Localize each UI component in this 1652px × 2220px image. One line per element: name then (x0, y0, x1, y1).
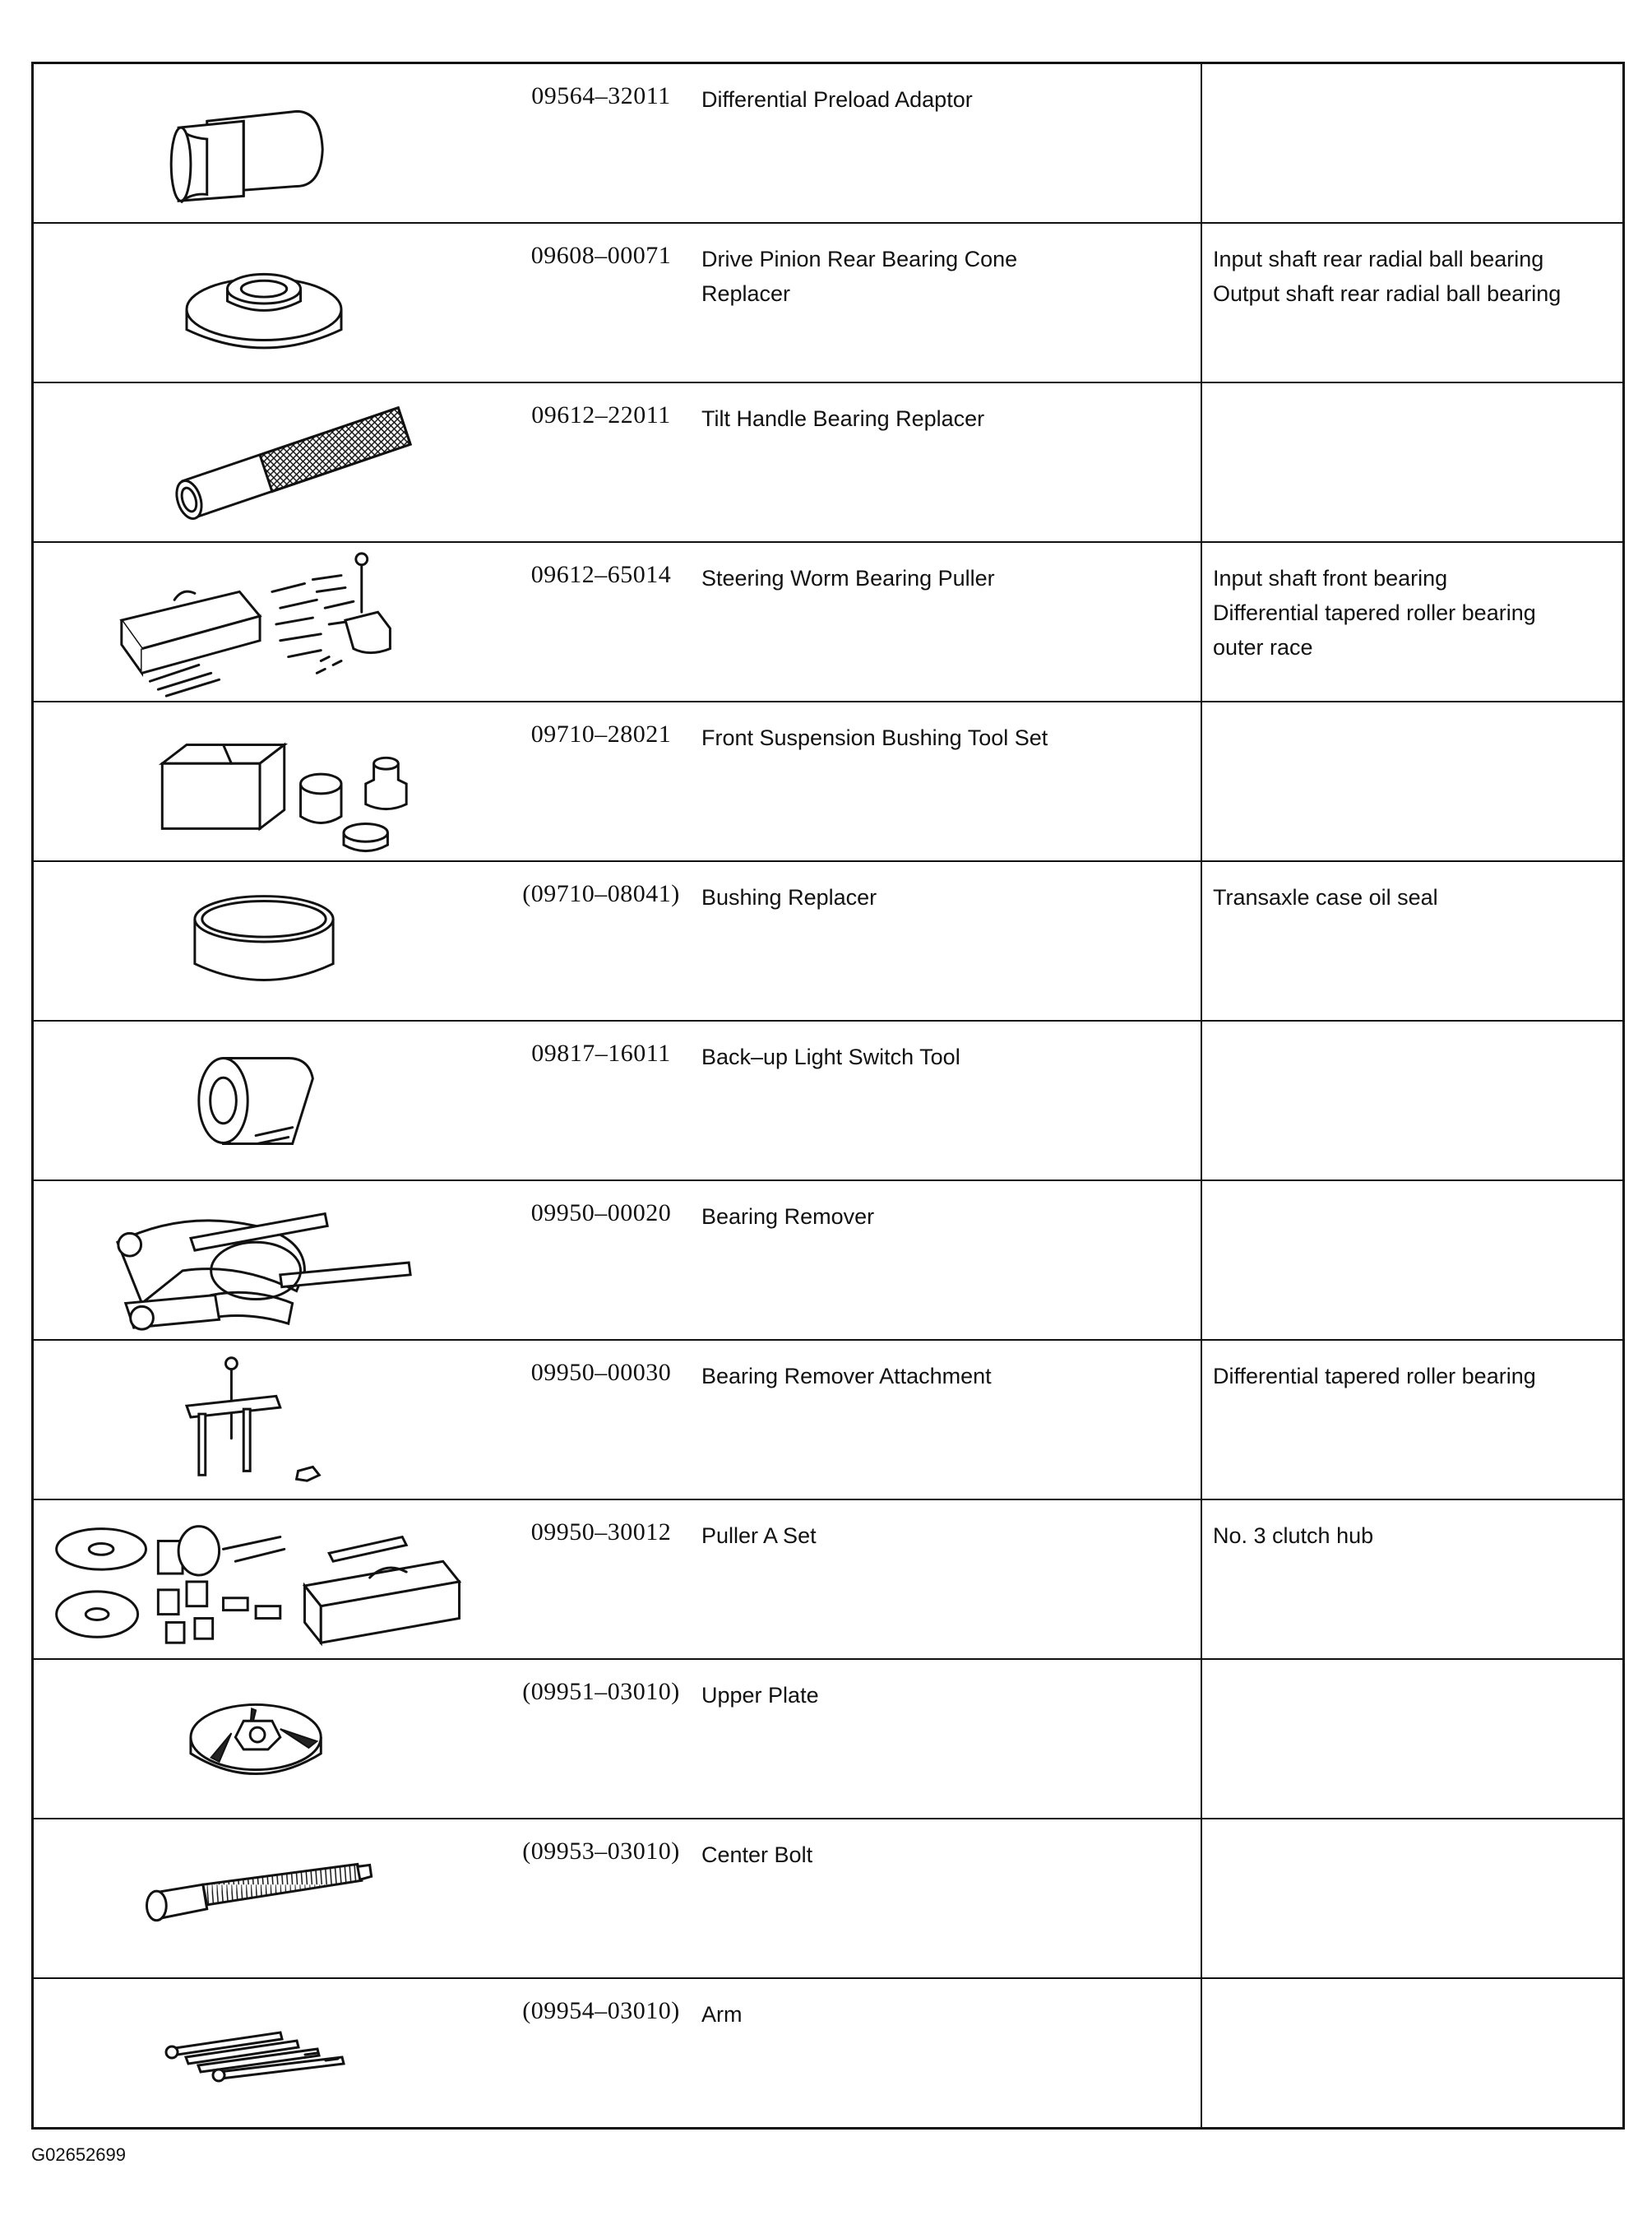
table-row (34, 1022, 1622, 1181)
table-row (34, 1181, 1622, 1341)
table-row (34, 1500, 1622, 1660)
table-row (34, 1979, 1622, 2127)
part-number: 09817–16011 (531, 1040, 671, 1067)
table-row (34, 383, 1622, 543)
bearing-puller-kit-icon (34, 543, 494, 701)
figure-id: G02652699 (31, 2144, 126, 2165)
tool-name: Puller A Set (701, 1523, 817, 1548)
table-row (34, 543, 1622, 702)
upper-plate-icon (34, 1660, 494, 1818)
table-row (34, 1660, 1622, 1819)
bushing-replacer-icon (34, 862, 494, 1020)
bearing-cone-replacer-icon (34, 224, 494, 382)
table-row (34, 862, 1622, 1022)
application: Differential tapered roller bearing (1213, 1364, 1536, 1388)
tool-name: Tilt Handle Bearing Replacer (701, 406, 985, 431)
tool-name: Drive Pinion Rear Bearing Cone Replacer (701, 247, 1018, 306)
tool-name: Center Bolt (701, 1842, 813, 1867)
puller-set-icon (34, 1500, 494, 1658)
bushing-tool-set-icon (34, 702, 494, 860)
tool-name: Arm (701, 2002, 743, 2027)
table-row (34, 1341, 1622, 1500)
part-number: (09951–03010) (522, 1678, 680, 1705)
table-row (34, 64, 1622, 224)
part-number: 09950–00030 (530, 1359, 672, 1386)
tool-name: Differential Preload Adaptor (701, 87, 973, 112)
application: Input shaft rear radial ball bearing Output shaft rear radial ball bearing (1213, 247, 1562, 306)
special-tools-table (31, 62, 1625, 2130)
application: Input shaft front bearing Differential tapered roller bearing outer race (1213, 566, 1536, 660)
table-row (34, 1819, 1622, 1979)
tool-name: Bearing Remover Attachment (701, 1364, 992, 1388)
tool-name: Front Suspension Bushing Tool Set (701, 725, 1048, 750)
part-number: (09710–08041) (522, 880, 680, 907)
bearing-remover-icon (34, 1181, 494, 1339)
arm-icon (34, 1979, 494, 2127)
tool-name: Bushing Replacer (701, 885, 877, 910)
part-number: 09710–28021 (530, 721, 672, 748)
tool-name: Back–up Light Switch Tool (701, 1045, 960, 1069)
part-number: 09950–00020 (530, 1199, 672, 1226)
table-row (34, 224, 1622, 383)
preload-adaptor-icon (34, 64, 494, 222)
part-number: 09950–30012 (530, 1518, 672, 1546)
center-bolt-icon (34, 1819, 494, 1977)
application: Transaxle case oil seal (1213, 885, 1438, 910)
part-number: 09612–22011 (531, 401, 671, 429)
part-number: (09953–03010) (522, 1838, 680, 1865)
part-number: 09612–65014 (530, 561, 672, 588)
tool-name: Steering Worm Bearing Puller (701, 566, 995, 591)
part-number: (09954–03010) (522, 1997, 680, 2024)
part-number: 09608–00071 (530, 242, 672, 269)
remover-attachment-icon (34, 1341, 494, 1499)
switch-tool-icon (34, 1022, 494, 1180)
tilt-handle-replacer-icon (34, 383, 494, 541)
application: No. 3 clutch hub (1213, 1523, 1374, 1548)
tool-name: Upper Plate (701, 1683, 819, 1708)
table-row (34, 702, 1622, 862)
tool-name: Bearing Remover (701, 1204, 875, 1229)
part-number: 09564–32011 (531, 82, 671, 109)
